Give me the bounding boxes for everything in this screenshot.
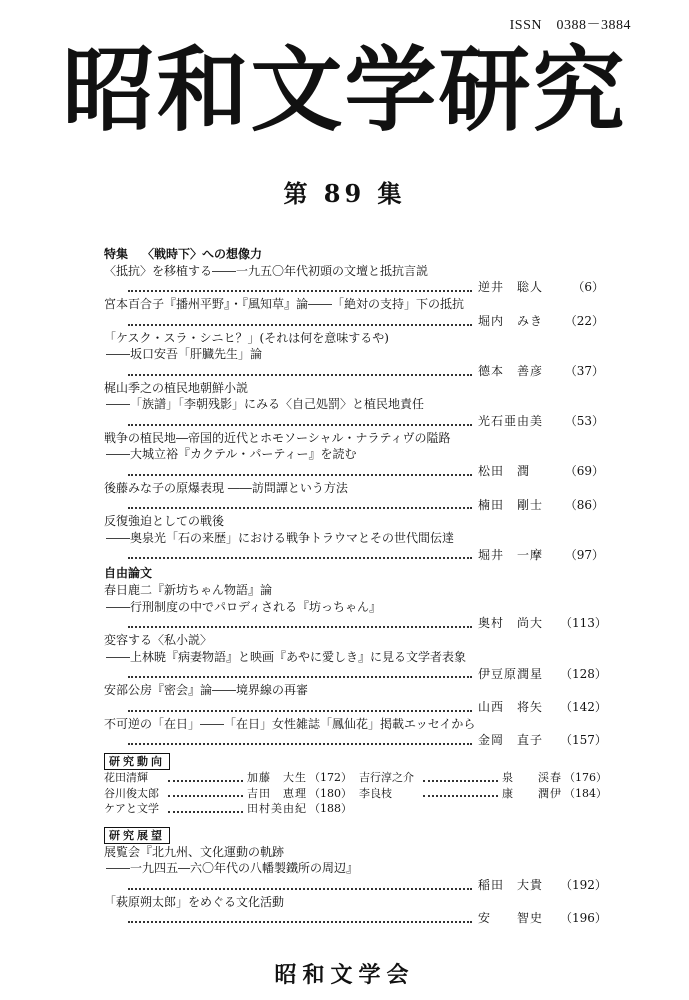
entry-title: 展覧会『北九州、文化運動の軌跡 <box>104 844 285 859</box>
dot-leader <box>128 920 472 923</box>
entry-leader-line <box>104 313 604 330</box>
trend-item <box>104 801 352 817</box>
trend-topic: 花田清輝 <box>104 771 148 785</box>
dot-leader <box>128 373 472 376</box>
issn-number: ISSN 0388－3884 <box>509 18 631 33</box>
entry-leader-line <box>104 497 604 514</box>
dot-leader <box>128 675 472 678</box>
toc-entry <box>104 716 607 749</box>
toc-entry <box>104 894 607 927</box>
dot-leader <box>423 795 498 797</box>
toc-entry <box>104 430 604 480</box>
dot-leader <box>128 556 472 559</box>
trend-author: 加藤 大生 <box>247 771 307 785</box>
entry-title: 〈抵抗〉を移植する――一九五〇年代初頭の文壇と抵抗言説 <box>104 263 429 278</box>
free-entries <box>104 582 607 749</box>
trend-author: 田村美由紀 <box>247 802 307 816</box>
entry-page: （53） <box>564 414 604 429</box>
trend-author: 吉田 恵理 <box>247 786 307 800</box>
entry-author: 金岡 直子 <box>478 733 544 748</box>
trend-page: （188） <box>309 802 352 816</box>
dot-leader <box>168 795 243 797</box>
trend-page: （180） <box>309 786 352 800</box>
entry-subtitle: ――奥泉光「石の来歴」における戦争トラウマとその世代間伝達 <box>106 530 455 545</box>
entry-title: 梶山季之の植民地朝鮮小説 <box>104 380 249 395</box>
entry-author: 德本 善彦 <box>478 363 544 378</box>
trend-author: 康 潤伊 <box>502 786 562 800</box>
entry-author: 伊豆原潤星 <box>478 666 544 681</box>
trend-topic: 谷川俊太郎 <box>104 786 159 800</box>
entry-page: （86） <box>564 497 604 512</box>
entry-page: （22） <box>564 313 604 328</box>
entry-author: 松田 潤 <box>478 464 531 479</box>
toc-entry <box>104 263 604 296</box>
special-section-theme: 〈戦時下〉への想像力 <box>142 247 263 261</box>
trend-topic: ケアと文学 <box>104 802 159 816</box>
volume-number: 第 89 集 <box>283 179 406 208</box>
entry-title: 安部公房『密会』論――境界線の再審 <box>104 683 309 698</box>
trend-topic: 吉行淳之介 <box>359 771 414 785</box>
toc-entry <box>104 582 607 632</box>
entry-leader-line <box>104 279 604 296</box>
entry-leader-line <box>104 877 607 894</box>
entry-leader-line <box>104 699 607 716</box>
toc-entry <box>104 682 607 715</box>
entry-title: 不可逆の「在日」――「在日」女性雑誌「鳳仙花」掲載エッセイから <box>104 716 476 731</box>
entry-leader-line <box>104 910 607 927</box>
toc-entry <box>104 844 607 894</box>
entry-author: 楠田 剛士 <box>478 497 544 512</box>
entry-author: 光石亜由美 <box>478 414 544 429</box>
dot-leader <box>168 780 243 782</box>
trend-page: （172） <box>309 771 352 785</box>
trend-item <box>104 786 352 802</box>
trend-author: 泉 渓春 <box>502 771 562 785</box>
entry-author: 安 智史 <box>478 911 544 926</box>
entry-title: 変容する〈私小説〉 <box>104 633 213 648</box>
entry-page: （97） <box>564 547 604 562</box>
entry-leader-line <box>104 463 604 480</box>
entry-author: 堀井 一摩 <box>478 547 544 562</box>
entry-leader-line <box>104 547 604 564</box>
toc-entry <box>104 480 604 513</box>
trend-topic: 李良枝 <box>359 786 392 800</box>
entry-title: 戦争の植民地―帝国的近代とホモソーシャル・ナラティヴの隘路 <box>104 430 451 445</box>
entry-author: 堀内 みき <box>478 313 544 328</box>
trend-item <box>104 770 352 786</box>
trend-item <box>359 770 607 786</box>
entry-author: 稲田 大貴 <box>478 878 544 892</box>
toc-entry <box>104 513 604 563</box>
toc-entry <box>104 632 607 682</box>
outlook-section-heading: 研究展望 <box>104 827 170 844</box>
trend-item <box>359 786 607 802</box>
dot-leader <box>128 625 472 628</box>
dot-leader <box>128 506 472 509</box>
entry-leader-line <box>104 615 607 632</box>
toc-entry <box>104 330 604 380</box>
entry-author: 奥村 尚大 <box>478 616 544 631</box>
entry-page: （128） <box>560 666 607 681</box>
journal-title: 昭和文学研究 <box>62 36 627 144</box>
dot-leader <box>128 289 472 292</box>
publisher-name: 昭和文学会 <box>274 962 415 988</box>
entry-subtitle: ――坂口安吾「肝臓先生」論 <box>106 347 263 362</box>
entry-title: 春日鹿二『新坊ちゃん物語』論 <box>104 583 273 598</box>
table-of-contents <box>104 246 607 927</box>
trend-page: （184） <box>564 786 607 800</box>
entry-author: 山西 将矢 <box>478 699 544 714</box>
dot-leader <box>128 709 472 712</box>
entry-subtitle: ――大城立裕『カクテル・パーティー』を読む <box>106 447 357 462</box>
special-section-label: 特集 <box>104 247 129 261</box>
entry-author: 逆井 聡人 <box>478 280 544 295</box>
entry-leader-line <box>104 666 607 683</box>
dot-leader <box>168 811 243 813</box>
special-section-heading <box>104 246 604 263</box>
dot-leader <box>128 323 472 326</box>
trends-section-heading: 研究動向 <box>104 753 170 770</box>
entry-page: （142） <box>560 699 607 714</box>
entry-page: （196） <box>560 911 607 926</box>
entry-subtitle: ――行刑制度の中でパロディされる『坊っちゃん』 <box>106 599 382 614</box>
toc-entry <box>104 380 604 430</box>
entry-title: 「萩原朔太郎」をめぐる文化活動 <box>104 894 285 909</box>
entry-subtitle: ――上林暁『病妻物語』と映画『あやに愛しき』に見る文学者表象 <box>106 649 467 664</box>
entry-page: （37） <box>564 363 604 378</box>
dot-leader <box>128 887 472 890</box>
entry-title: 後藤みな子の原爆表現 ――訪問譚という方法 <box>104 480 348 495</box>
entry-page: （157） <box>560 733 607 748</box>
entry-subtitle: ――一九四五―六〇年代の八幡製鐵所の周辺』 <box>106 861 359 876</box>
entry-leader-line <box>104 363 604 380</box>
free-section-heading: 自由論文 <box>104 566 153 581</box>
toc-entry <box>104 296 604 329</box>
entry-page: （6） <box>572 280 604 295</box>
entry-leader-line <box>104 413 604 430</box>
trend-page: （176） <box>564 771 607 785</box>
dot-leader <box>423 780 498 782</box>
dot-leader <box>128 423 472 426</box>
entry-page: （113） <box>560 616 607 631</box>
entry-page: （69） <box>564 464 604 479</box>
entry-title: 「ケスク・スラ・シニヒ？」(それは何を意味するや) <box>104 330 389 345</box>
entry-title: 宮本百合子『播州平野』・『風知草』論――「絶対の支持」下の抵抗 <box>104 297 465 312</box>
trends-grid <box>104 770 607 817</box>
dot-leader <box>128 742 472 745</box>
entry-page: （192） <box>560 878 607 892</box>
entry-subtitle: ――「族譜」「李朝残影」にみる〈自己処罰〉と植民地責任 <box>106 397 425 412</box>
entry-title: 反復強迫としての戦後 <box>104 514 225 529</box>
dot-leader <box>128 473 472 476</box>
entry-leader-line <box>104 732 607 749</box>
special-entries <box>104 263 604 564</box>
outlook-entries <box>104 844 607 928</box>
